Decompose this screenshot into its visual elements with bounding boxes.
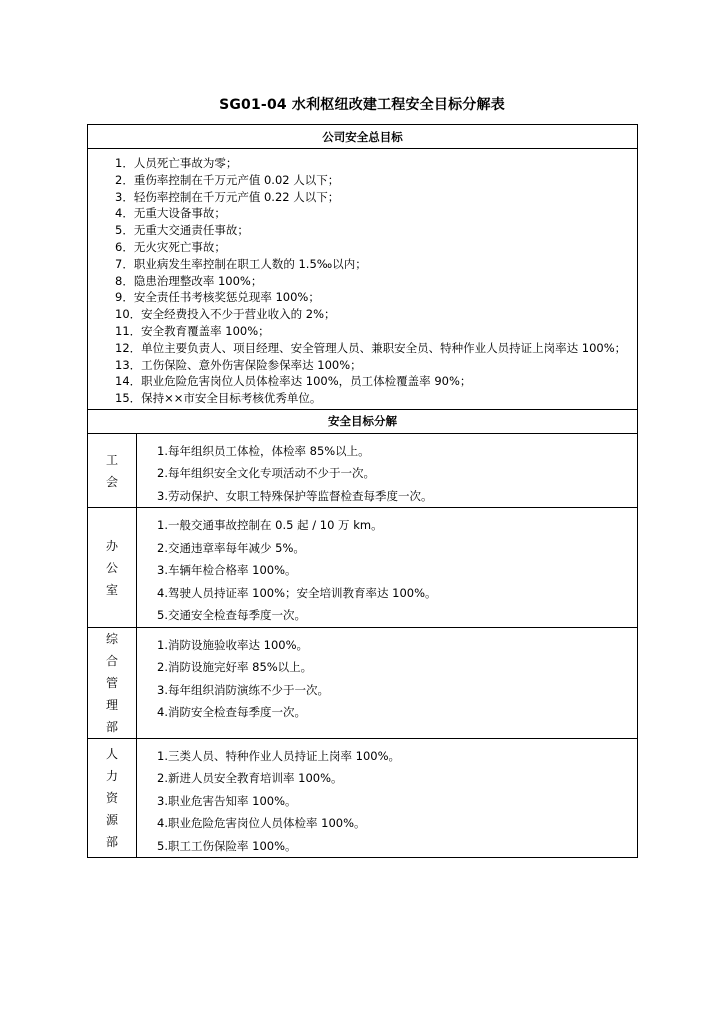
department-row-general-admin (88, 627, 638, 738)
department-item: 4.消防安全检查每季度一次。 (157, 705, 306, 720)
department-name-char: 源 (105, 813, 118, 828)
goal-item: 11．安全教育覆盖率 100%； (115, 323, 270, 338)
department-item: 3.职业危害告知率 100%。 (157, 793, 297, 808)
department-row-hr (88, 738, 638, 858)
goal-item: 4．无重大设备事故； (115, 206, 226, 221)
document-title: SG01-04 水利枢纽改建工程安全目标分解表 (219, 97, 505, 113)
goal-item: 3．轻伤率控制在千万元产值 0.22 人以下； (115, 189, 340, 204)
department-item: 4.驾驶人员持证率 100%；安全培训教育率达 100%。 (157, 585, 437, 600)
department-item: 2.消防设施完好率 85%以上。 (157, 660, 313, 675)
goal-item: 10．安全经费投入不少于营业收入的 2%； (115, 307, 336, 322)
department-name-char: 工 (105, 452, 118, 467)
overall-header-row (88, 125, 638, 149)
department-item: 1.消防设施验收率达 100%。 (157, 637, 309, 652)
department-item: 3.车辆年检合格率 100%。 (157, 563, 297, 578)
department-item: 5.交通安全检查每季度一次。 (157, 608, 306, 623)
department-row-union (88, 433, 638, 508)
department-items-general-admin (137, 627, 638, 738)
department-row-office (88, 508, 638, 628)
department-name-char: 办 (105, 538, 118, 553)
department-item: 1.每年组织员工体检，体检率 85%以上。 (157, 443, 370, 458)
goal-item: 7．职业病发生率控制在职工人数的 1.5‰以内； (115, 256, 367, 271)
department-items-office (137, 508, 638, 628)
overall-goals-cell (88, 149, 638, 410)
department-item: 2.交通违章率每年减少 5%。 (157, 540, 305, 555)
goal-item: 14．职业危险危害岗位人员体检率达 100%，员工体检覆盖率 90%； (115, 374, 472, 389)
department-items-hr (137, 738, 638, 858)
department-name-char: 合 (105, 653, 118, 668)
department-name-office (88, 508, 137, 628)
department-name-char: 资 (105, 791, 118, 806)
overall-goals-list (94, 155, 631, 407)
department-item: 2.每年组织安全文化专项活动不少于一次。 (157, 466, 375, 481)
goal-item: 9．安全责任书考核奖惩兑现率 100%； (115, 290, 320, 305)
department-name-char: 人 (105, 747, 118, 762)
department-item: 3.每年组织消防演练不少于一次。 (157, 682, 329, 697)
overall-goals-row (88, 149, 638, 410)
department-items-union (137, 433, 638, 508)
department-item: 1.一般交通事故控制在 0.5 起 / 10 万 km。 (157, 518, 383, 533)
department-item: 5.职工工伤保险率 100%。 (157, 838, 297, 853)
goal-item: 2．重伤率控制在千万元产值 0.02 人以下； (115, 172, 340, 187)
department-name-union (88, 433, 137, 508)
department-item: 4.职业危险危害岗位人员体检率 100%。 (157, 816, 366, 831)
breakdown-header: 安全目标分解 (88, 409, 638, 433)
goal-item: 5．无重大交通责任事故； (115, 223, 249, 238)
department-name-char: 室 (105, 582, 118, 597)
department-name-char: 管 (105, 675, 118, 690)
department-item: 2.新进人员安全教育培训率 100%。 (157, 771, 343, 786)
department-name-char: 综 (105, 631, 118, 646)
overall-header: 公司安全总目标 (88, 125, 638, 149)
department-name-char: 力 (105, 769, 118, 784)
department-name-char: 部 (105, 719, 118, 734)
department-name-char: 理 (105, 697, 118, 712)
department-name-char: 公 (105, 560, 118, 575)
department-name-char: 部 (105, 835, 118, 850)
goal-item: 15．保持××市安全目标考核优秀单位。 (115, 391, 322, 406)
safety-goal-table (87, 124, 638, 858)
department-item: 1.三类人员、特种作业人员持证上岗率 100%。 (157, 748, 401, 763)
goal-item: 8．隐患治理整改率 100%； (115, 273, 263, 288)
goal-item: 13．工伤保险、意外伤害保险参保率达 100%； (115, 357, 362, 372)
goal-item: 6．无火灾死亡事故； (115, 239, 226, 254)
department-name-char: 会 (105, 474, 118, 489)
goal-item: 1．人员死亡事故为零； (115, 156, 238, 170)
breakdown-header-row (88, 409, 638, 433)
goal-item: 12．单位主要负责人、项目经理、安全管理人员、兼职安全员、特种作业人员持证上岗率达 100%； (115, 340, 627, 355)
department-name-general-admin (88, 627, 137, 738)
department-name-hr (88, 738, 137, 858)
department-item: 3.劳动保护、女职工特殊保护等监督检查每季度一次。 (157, 488, 433, 503)
